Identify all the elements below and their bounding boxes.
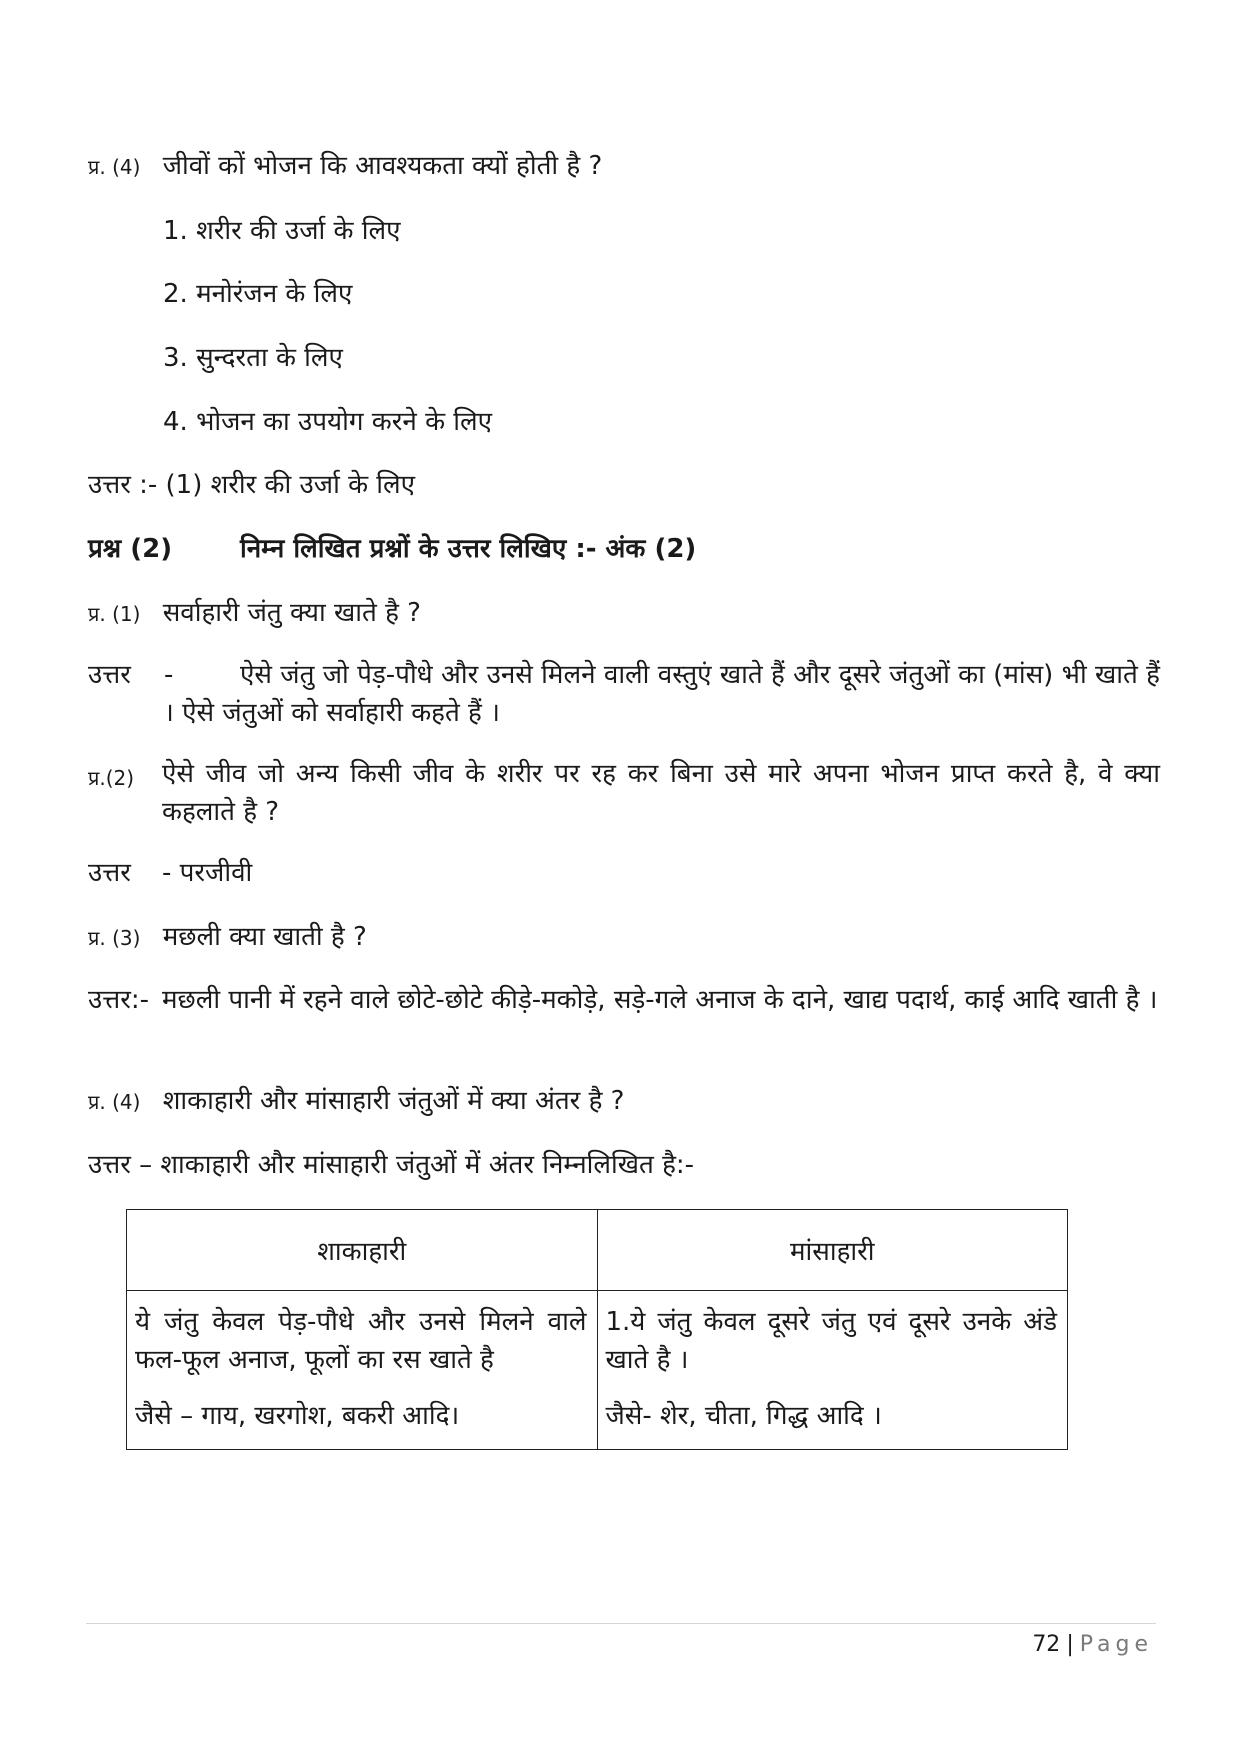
- sq4-label: प्र. (4): [88, 1090, 141, 1114]
- q4-question: जीवों कों भोजन कि आवश्यकता क्यों होती है ?: [162, 151, 603, 181]
- table-row: [127, 1291, 1068, 1450]
- sq3-question: मछली क्या खाती है ?: [162, 922, 367, 952]
- section-label: प्रश्न (2): [88, 534, 173, 564]
- q4-question-row: [88, 147, 602, 186]
- sq1-answer-label: उत्तर: [88, 660, 131, 690]
- table-header-nonveg: मांसाहारी: [597, 1210, 1068, 1291]
- sq3-answer-label: उत्तर:-: [88, 985, 149, 1015]
- table-header-row: [127, 1210, 1068, 1291]
- q4-label: प्र. (4): [88, 155, 141, 179]
- sq1-answer-row: [88, 656, 1160, 732]
- table-header-veg: शाकाहारी: [127, 1210, 598, 1291]
- sq1-question-row: [88, 594, 421, 633]
- comparison-table: [126, 1209, 1068, 1450]
- veg-description: ये जंतु केवल पेड़-पौधे और उनसे मिलने वाले फल-फूल अनाज, फूलों का रस खाते है: [135, 1307, 587, 1375]
- sq2-answer: - परजीवी: [162, 858, 253, 888]
- sq2-question-row: [88, 755, 1160, 831]
- q4-option-3: 3. सुन्दरता के लिए: [163, 343, 343, 373]
- sq1-question: सर्वाहारी जंतु क्या खाते है ?: [162, 598, 421, 628]
- sq1-answer: ऐसे जंतु जो पेड़-पौधे और उनसे मिलने वाली वस्तुएं खाते हैं और दूसरे जंतुओं का (मांस) भी खाते हैं । ऐसे जंतुओं को सर्वाहारी कहते हैं ।: [164, 660, 1160, 728]
- sq3-label: प्र. (3): [88, 926, 141, 950]
- sq4-question-row: [88, 1082, 624, 1121]
- sq1-answer-dash: -: [164, 660, 174, 690]
- table-cell-veg: [127, 1291, 598, 1450]
- sq2-answer-row: [88, 854, 253, 892]
- veg-example: जैसे – गाय, खरगोश, बकरी आदि।: [135, 1401, 460, 1431]
- q4-option-1: 1. शरीर की उर्जा के लिए: [163, 216, 401, 246]
- q4-option-4: 4. भोजन का उपयोग करने के लिए: [163, 407, 493, 437]
- section-title: निम्न लिखित प्रश्नों के उत्तर लिखिए :- अंक (2): [240, 534, 697, 564]
- q4-answer: उत्तर :- (1) शरीर की उर्जा के लिए: [88, 470, 416, 500]
- sq2-question: ऐसे जीव जो अन्य किसी जीव के शरीर पर रह कर बिना उसे मारे अपना भोजन प्राप्त करते है, वे क्या कहलाते है ?: [162, 759, 1160, 827]
- sq3-question-row: [88, 918, 367, 957]
- footer-divider: [86, 1623, 1156, 1624]
- footer-separator: |: [1066, 1632, 1074, 1657]
- sq2-answer-label: उत्तर: [88, 858, 131, 888]
- sq3-answer-row: [88, 981, 1160, 1019]
- q4-option-2: 2. मनोरंजन के लिए: [163, 279, 353, 309]
- page-footer: [1032, 1628, 1153, 1662]
- sq4-answer: उत्तर – शाकाहारी और मांसाहारी जंतुओं में अंतर निम्नलिखित है:-: [88, 1150, 695, 1180]
- sq3-answer: मछली पानी में रहने वाले छोटे-छोटे कीड़े-मकोड़े, सड़े-गले अनाज के दाने, खाद्य पदार्थ, काई आदि खाती है ।: [162, 985, 1158, 1015]
- table-cell-nonveg: [597, 1291, 1068, 1450]
- sq1-label: प्र. (1): [88, 602, 141, 626]
- nonveg-description: 1.ये जंतु केवल दूसरे जंतु एवं दूसरे उनके अंडे खाते है ।: [605, 1307, 1057, 1375]
- nonveg-example: जैसे- शेर, चीता, गिद्ध आदि ।: [605, 1401, 882, 1431]
- page-word: Page: [1079, 1632, 1153, 1657]
- sq2-label: प्र.(2): [88, 766, 135, 790]
- page-number: 72: [1032, 1632, 1061, 1657]
- sq4-question: शाकाहारी और मांसाहारी जंतुओं में क्या अंतर है ?: [162, 1086, 625, 1116]
- section-heading: [88, 530, 697, 568]
